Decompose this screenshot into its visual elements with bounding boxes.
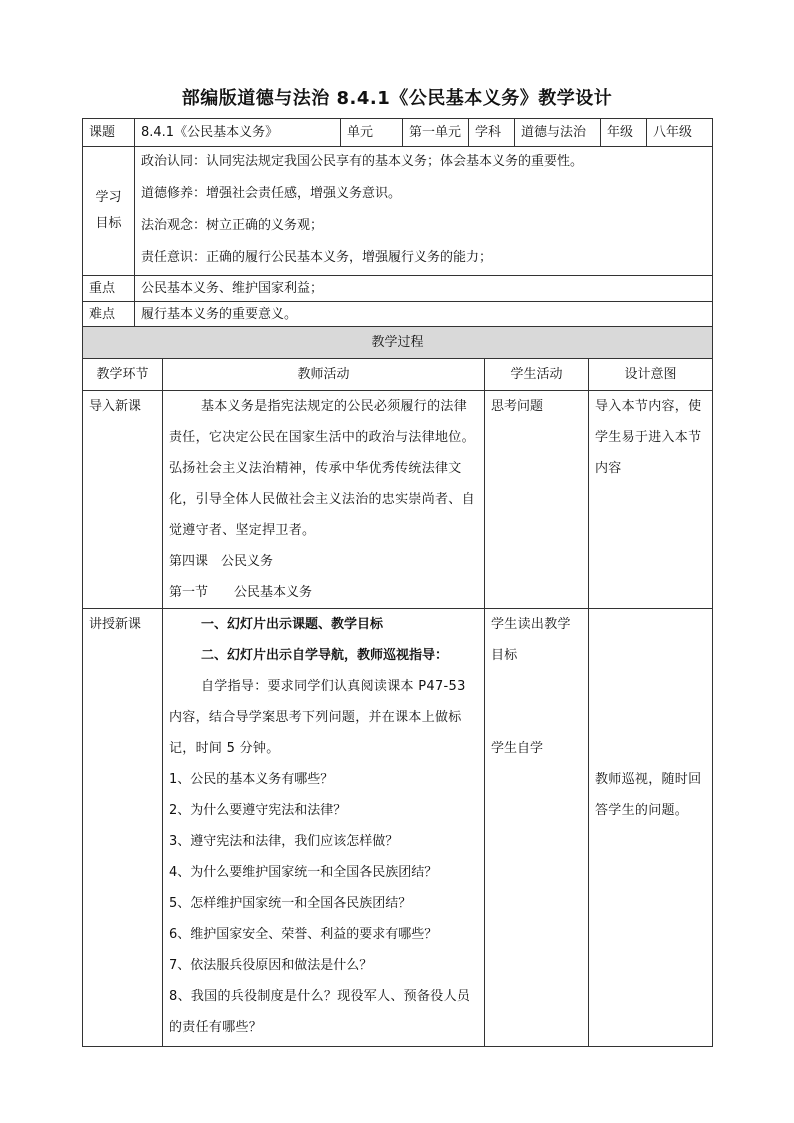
question-item: 2、为什么要遵守宪法和法律？ <box>169 803 347 818</box>
goals-list <box>135 147 713 276</box>
intro-teacher-text: 基本义务是指宪法规定的公民必须履行的法律责任，它决定公民在国家生活中的政治与法律地位。弘扬社会主义法治精神，传承中华优秀传统法律文化，引导全体人民做社会主义法治的忠实崇尚者、自觉遵守者、坚定捍卫者。 <box>169 399 475 538</box>
grade-label: 年级 <box>601 119 647 147</box>
new-teacher-cell <box>163 609 485 1047</box>
question-item: 6、维护国家安全、荣誉、利益的要求有哪些？ <box>169 927 438 942</box>
intro-student: 思考问题 <box>485 391 589 609</box>
subject-label: 学科 <box>469 119 515 147</box>
goal-item: 政治认同：认同宪法规定我国公民享有的基本义务；体会基本义务的重要性。 <box>141 154 584 169</box>
process-table <box>82 326 713 1047</box>
column-header-intent: 设计意图 <box>589 359 713 391</box>
question-item: 4、为什么要维护国家统一和全国各民族团结？ <box>169 865 438 880</box>
new-intent-cell <box>589 609 713 1047</box>
question-item: 7、依法服兵役原因和做法是什么？ <box>169 958 373 973</box>
unit-label: 单元 <box>341 119 403 147</box>
difficulty-label: 难点 <box>83 302 135 328</box>
question-item: 5、怎样维护国家统一和全国各民族团结？ <box>169 896 412 911</box>
subject-value: 道德与法治 <box>515 119 601 147</box>
difficulty-value: 履行基本义务的重要意义。 <box>135 302 713 328</box>
grade-value: 八年级 <box>647 119 713 147</box>
course-label: 课题 <box>83 119 135 147</box>
intro-section: 第一节 公民基本义务 <box>169 585 313 600</box>
key-point-label: 重点 <box>83 276 135 302</box>
process-header: 教学过程 <box>83 327 713 359</box>
intro-lesson: 第四课 公民义务 <box>169 554 274 569</box>
unit-value: 第一单元 <box>403 119 469 147</box>
new-intent: 教师巡视，随时回答学生的问题。 <box>595 772 702 818</box>
intro-intent: 导入本节内容，使学生易于进入本节内容 <box>589 391 713 609</box>
column-header-stage: 教学环节 <box>83 359 163 391</box>
column-header-teacher: 教师活动 <box>163 359 485 391</box>
info-table <box>82 118 713 328</box>
goal-item: 责任意识：正确的履行公民基本义务，增强履行义务的能力； <box>141 250 493 265</box>
key-point-value: 公民基本义务、维护国家利益； <box>135 276 713 302</box>
course-value: 8.4.1《公民基本义务》 <box>135 119 341 147</box>
goals-label-line-2: 目标 <box>95 216 122 231</box>
question-item: 3、遵守宪法和法律，我们应该怎样做？ <box>169 834 399 849</box>
column-header-student: 学生活动 <box>485 359 589 391</box>
new-step-1: 一、幻灯片出示课题、教学目标 <box>201 617 384 632</box>
page-title: 部编版道德与法治 8.4.1《公民基本义务》教学设计 <box>181 88 613 109</box>
new-guide: 自学指导：要求同学们认真阅读课本 P47-53 内容，结合导学案思考下列问题，并在课本上做标记，时间 5 分钟。 <box>169 679 466 756</box>
goals-label-line-1: 学习 <box>95 190 122 205</box>
question-item: 1、公民的基本义务有哪些？ <box>169 772 334 787</box>
intro-stage: 导入新课 <box>83 391 163 609</box>
new-step-2: 二、幻灯片出示自学导航，教师巡视指导： <box>201 648 449 663</box>
new-stage: 讲授新课 <box>83 609 163 1047</box>
question-item: 8、我国的兵役制度是什么？现役军人、预备役人员的责任有哪些？ <box>169 989 471 1035</box>
goals-label <box>83 147 135 276</box>
intro-teacher-cell <box>163 391 485 609</box>
new-student-cell <box>485 609 589 1047</box>
goal-item: 道德修养：增强社会责任感，增强义务意识。 <box>141 186 402 201</box>
new-student-2: 学生自学 <box>491 741 544 756</box>
new-student-1: 学生读出教学目标 <box>491 617 571 663</box>
goal-item: 法治观念：树立正确的义务观； <box>141 218 324 233</box>
